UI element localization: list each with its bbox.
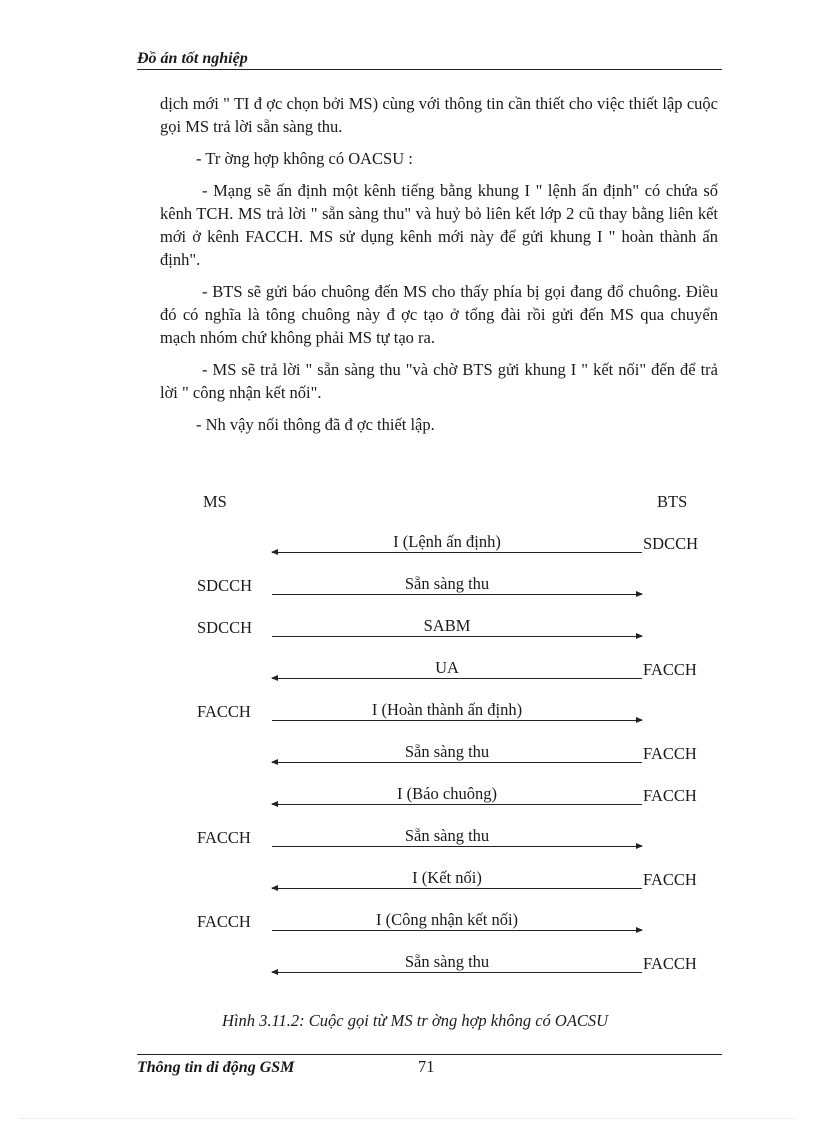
ms-channel-label: SDCCH — [197, 576, 253, 595]
ms-entity-label: MS — [203, 492, 227, 511]
figure-caption: Hình 3.11.2: Cuộc gọi từ MS tr ờng hợp không có OACSU — [222, 1011, 609, 1030]
bts-entity-label: BTS — [657, 492, 688, 511]
arrow-to-ms — [272, 804, 642, 805]
message-label: Sẵn sàng thu — [404, 742, 490, 761]
arrow-to-bts — [272, 636, 642, 637]
paragraph: - BTS sẽ gửi báo chuông đến MS cho thấy phía bị gọi đang đổ chuông. Điều đó có nghĩa là tông chuông này đ ợc tạo ở tổng đài rồi gửi đến MS qua chuyển mạch nhóm chứ không phải MS tự tạo ra. — [160, 282, 718, 347]
paragraph: - Nh vậy nối thông đã đ ợc thiết lập. — [196, 415, 435, 434]
arrow-to-ms — [272, 888, 642, 889]
message-label: I (Lệnh ấn định) — [393, 532, 501, 551]
ms-channel-label: FACCH — [197, 702, 251, 721]
message-label: I (Hoàn thành ấn định) — [371, 700, 523, 719]
arrow-to-ms — [272, 972, 642, 973]
message-label: Sẵn sàng thu — [404, 952, 490, 971]
paragraph: - Tr ờng hợp không có OACSU : — [196, 149, 413, 168]
paragraph: - Mạng sẽ ấn định một kênh tiếng bằng khung I " lệnh ấn định" có chứa số kênh TCH. MS trả lời " sẵn sàng thu" và huỷ bỏ liên kết lớp 2 cũ thay bằng liên kết mới ở kênh FACCH. MS sử dụng kênh mới này để gửi khung I " hoàn thành ấn định". — [160, 181, 718, 269]
arrow-to-bts — [272, 846, 642, 847]
message-label: Sẵn sàng thu — [404, 826, 490, 845]
arrow-to-ms — [272, 762, 642, 763]
ms-channel-label: FACCH — [197, 912, 251, 931]
bts-channel-label: SDCCH — [643, 534, 699, 553]
bts-channel-label: FACCH — [643, 954, 697, 973]
arrow-to-bts — [272, 594, 642, 595]
paragraph: dịch mới " TI đ ợc chọn bởi MS) cùng với thông tin cần thiết cho việc thiết lập cuộc gọi MS trả lời sẵn sàng thu. — [160, 94, 718, 136]
page-edge-divider — [20, 1118, 796, 1119]
paragraph: - MS sẽ trả lời " sẵn sàng thu "và chờ BTS gửi khung I " kết nối" đến để trả lời " công nhận kết nối". — [160, 360, 718, 402]
bts-channel-label: FACCH — [643, 660, 697, 679]
bts-channel-label: FACCH — [643, 744, 697, 763]
arrow-to-ms — [272, 678, 642, 679]
arrow-to-ms — [272, 552, 642, 553]
page-number: 71 — [418, 1057, 435, 1076]
message-label: I (Kết nối) — [412, 868, 482, 887]
ms-channel-label: SDCCH — [197, 618, 253, 637]
ms-channel-label: FACCH — [197, 828, 251, 847]
message-label: I (Công nhận kết nối) — [375, 910, 519, 929]
footer-divider — [137, 1054, 722, 1055]
page-header: Đồ án tốt nghiệp — [137, 50, 722, 70]
message-label: I (Báo chuông) — [397, 784, 497, 803]
arrow-to-bts — [272, 930, 642, 931]
message-label: Sẵn sàng thu — [404, 574, 490, 593]
bts-channel-label: FACCH — [643, 786, 697, 805]
footer-title: Thông tin di động GSM — [137, 1059, 295, 1076]
bts-channel-label: FACCH — [643, 870, 697, 889]
arrow-to-bts — [272, 720, 642, 721]
message-label: UA — [435, 658, 459, 677]
message-label: SABM — [423, 616, 471, 635]
